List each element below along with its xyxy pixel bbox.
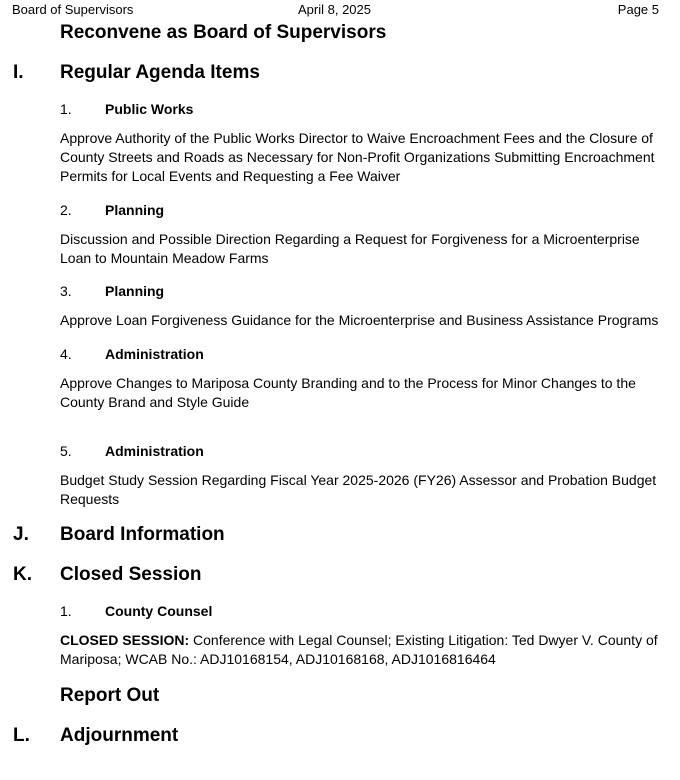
header-date: April 8, 2025 <box>298 2 371 17</box>
item-number: 1. <box>60 603 72 619</box>
section-title-closed-session: Closed Session <box>60 564 202 585</box>
section-title-board-information: Board Information <box>60 524 225 545</box>
report-out-heading: Report Out <box>60 685 160 706</box>
item-type: Administration <box>105 346 204 362</box>
section-title-adjournment: Adjournment <box>60 725 179 746</box>
item-number: 4. <box>60 346 72 362</box>
section-letter-k: K. <box>13 564 32 585</box>
item-type: County Counsel <box>105 603 213 619</box>
closed-session-description <box>60 631 665 669</box>
item-description: Discussion and Possible Direction Regarding a Request for Forgiveness for a Microenterprise Loan to Mountain Meadow Farms <box>60 231 640 266</box>
closed-session-text: Conference with Legal Counsel; Existing Litigation: Ted Dwyer V. County of Mariposa; WCAB No.: ADJ10168154, ADJ10168168, ADJ1016816464 <box>60 632 658 667</box>
item-number: 5. <box>60 443 72 459</box>
header-body-name: Board of Supervisors <box>12 2 134 17</box>
section-title-regular-agenda: Regular Agenda Items <box>60 62 260 83</box>
item-description: Approve Loan Forgiveness Guidance for the Microenterprise and Business Assistance Programs <box>60 312 659 328</box>
item-description: Approve Authority of the Public Works Director to Waive Encroachment Fees and the Closure of County Streets and Roads as Necessary for Non-Profit Organizations Submitting Encroachment Permits for Local Events and Requesting a Fee Waiver <box>60 130 655 184</box>
item-type: Administration <box>105 443 204 459</box>
item-number: 3. <box>60 283 72 299</box>
closed-session-label: CLOSED SESSION: <box>60 632 190 648</box>
item-description: Approve Changes to Mariposa County Branding and to the Process for Minor Changes to the County Brand and Style Guide <box>60 375 636 410</box>
item-type: Public Works <box>105 101 194 117</box>
item-type: Planning <box>105 283 165 299</box>
item-number: 2. <box>60 202 72 218</box>
reconvene-heading: Reconvene as Board of Supervisors <box>60 22 387 43</box>
header-page-number: Page 5 <box>617 2 659 17</box>
section-letter-l: L. <box>13 725 30 746</box>
section-letter-i: I. <box>13 62 24 83</box>
section-letter-j: J. <box>13 524 29 545</box>
item-description: Budget Study Session Regarding Fiscal Year 2025-2026 (FY26) Assessor and Probation Budget Requests <box>60 472 657 507</box>
item-type: Planning <box>105 202 165 218</box>
item-number: 1. <box>60 101 72 117</box>
